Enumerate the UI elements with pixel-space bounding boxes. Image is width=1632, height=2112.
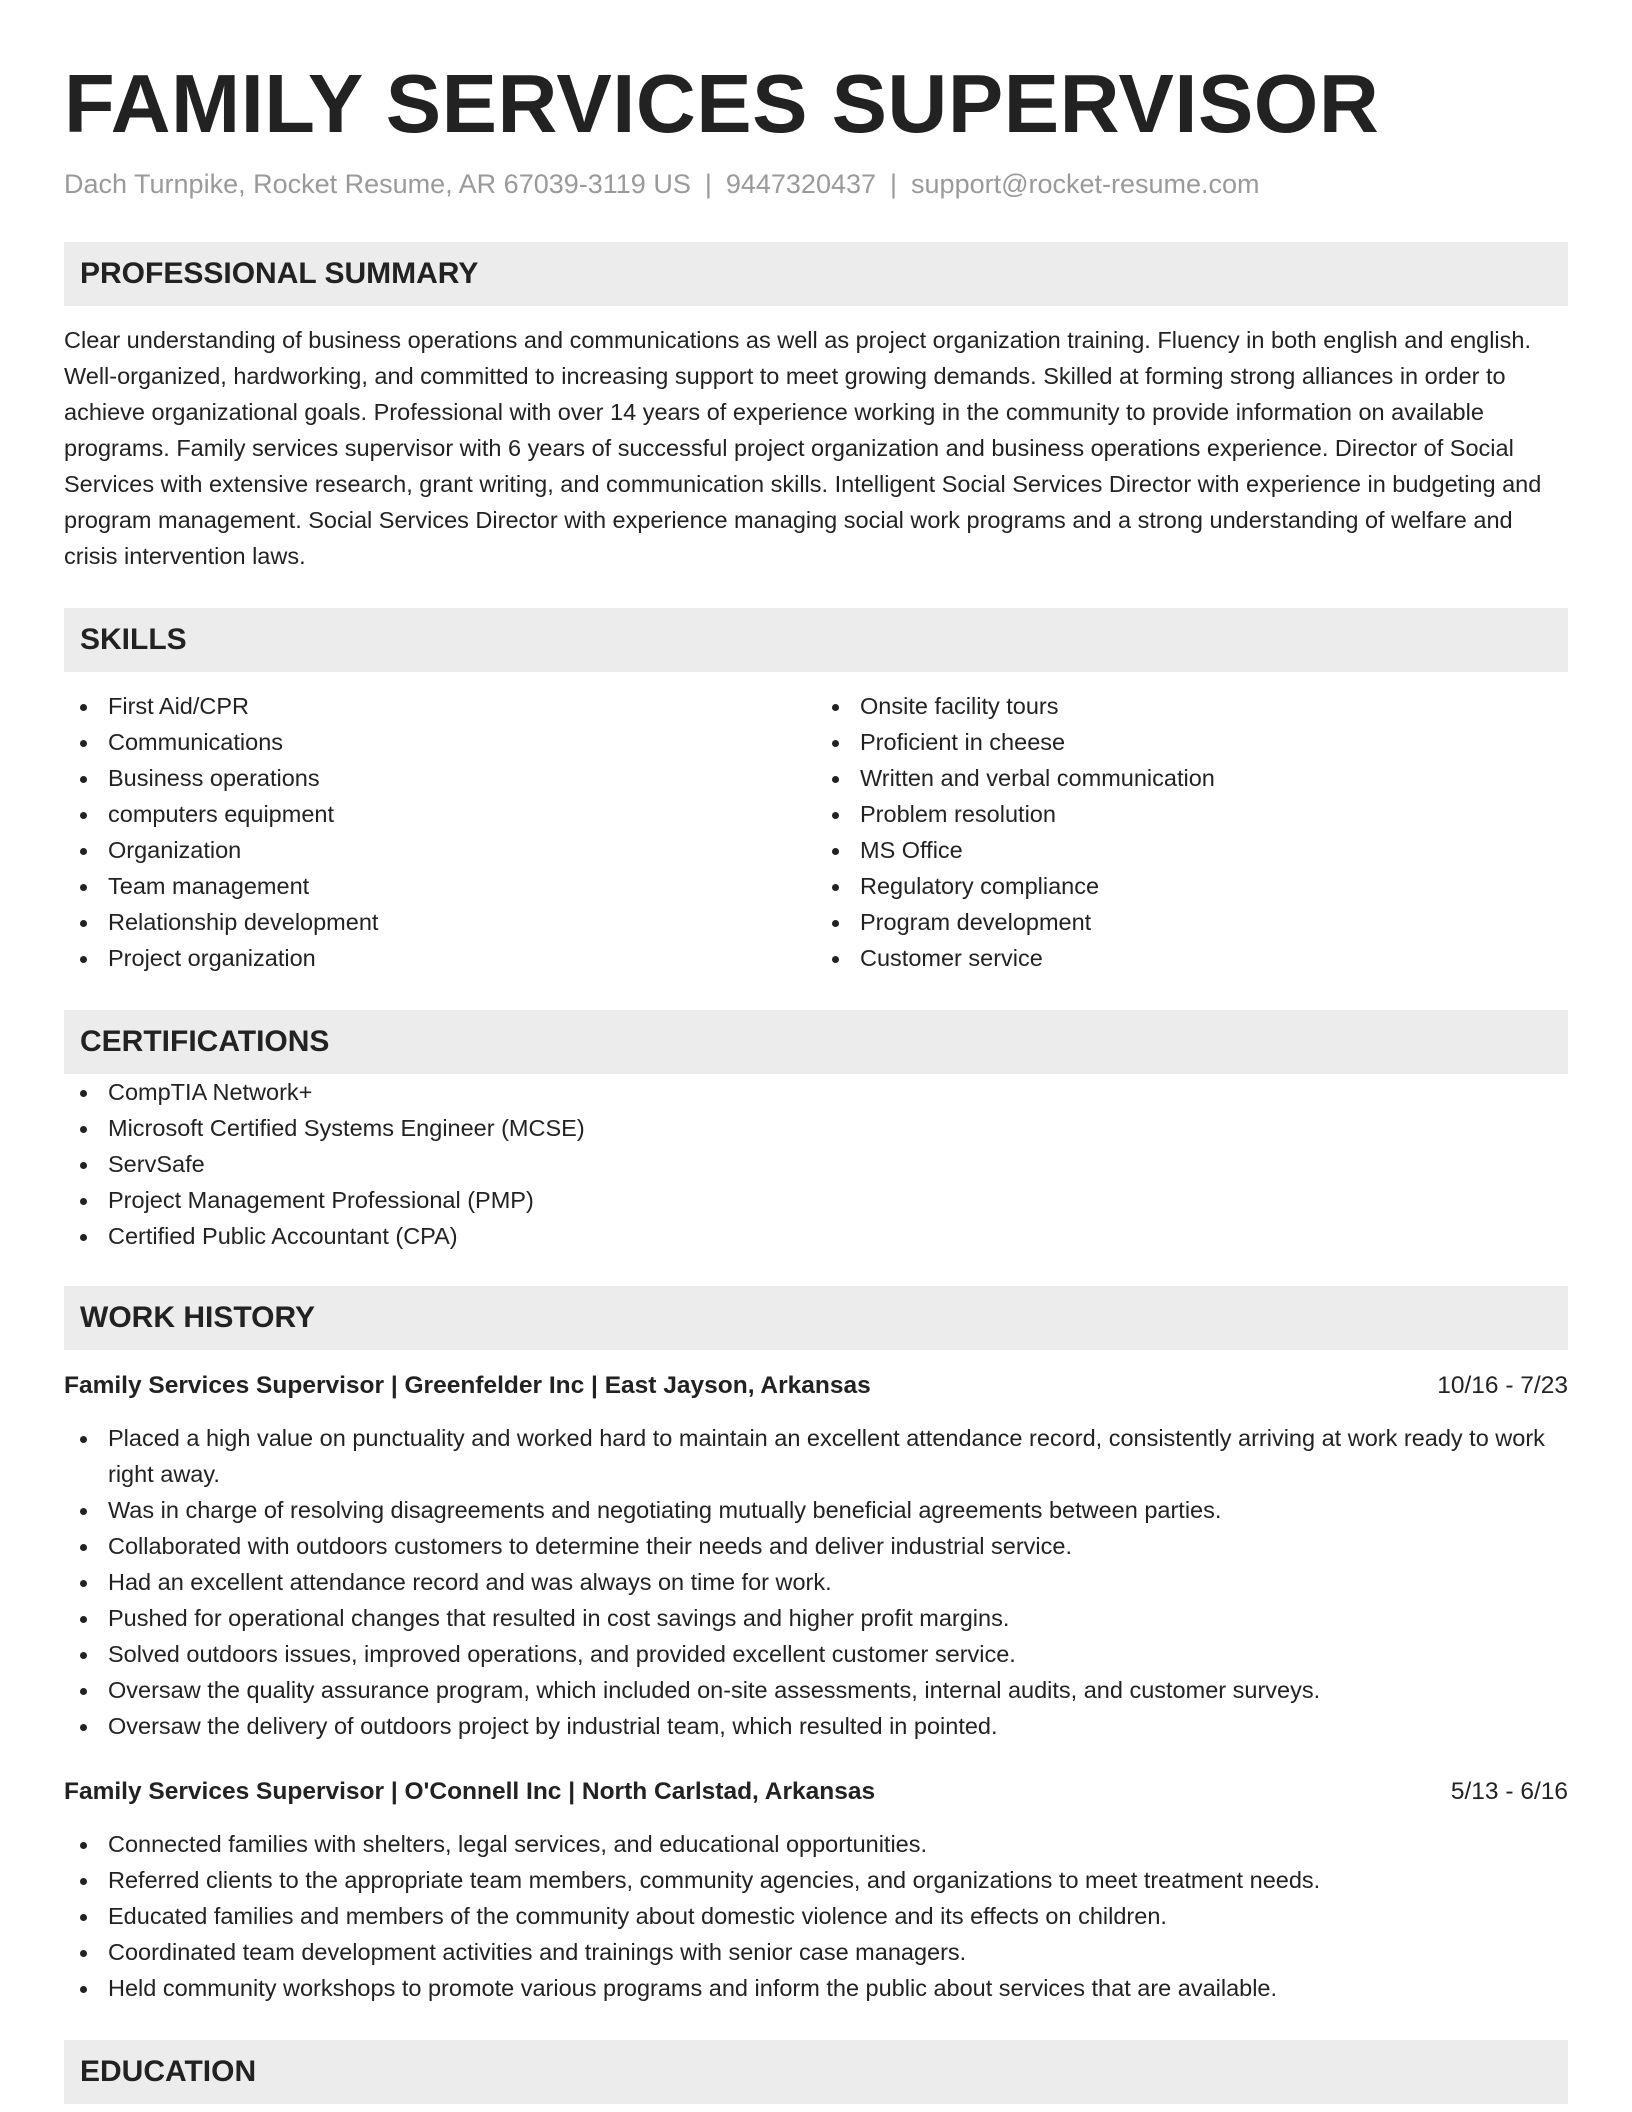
job-bullets (64, 1826, 1568, 2006)
section-heading-skills: SKILLS (64, 608, 1568, 672)
section-heading-summary: PROFESSIONAL SUMMARY (64, 242, 1568, 306)
list-item: Solved outdoors issues, improved operations, and provided excellent customer service. (64, 1636, 1568, 1672)
list-item: Referred clients to the appropriate team members, community agencies, and organizations to meet treatment needs. (64, 1862, 1568, 1898)
certifications-list (64, 1074, 1568, 1254)
skills-columns (64, 688, 1568, 976)
contact-separator: | (890, 169, 898, 199)
contact-line (64, 166, 1568, 202)
list-item: Placed a high value on punctuality and worked hard to maintain an excellent attendance record, consistently arriving at work ready to work right away. (64, 1420, 1568, 1492)
skills-list-right (816, 688, 1568, 976)
list-item: Connected families with shelters, legal services, and educational opportunities. (64, 1826, 1568, 1862)
list-item: Team management (64, 868, 816, 904)
list-item: Organization (64, 832, 816, 868)
job-bullets (64, 1420, 1568, 1744)
list-item: Project Management Professional (PMP) (64, 1182, 1568, 1218)
list-item: Oversaw the delivery of outdoors project by industrial team, which resulted in pointed. (64, 1708, 1568, 1744)
list-item: Was in charge of resolving disagreements and negotiating mutually beneficial agreements between parties. (64, 1492, 1568, 1528)
job-entry (64, 1774, 1568, 2006)
job-header (64, 1774, 1568, 1810)
education-section (64, 2040, 1568, 2104)
contact-email[interactable]: support@rocket-resume.com (911, 169, 1260, 199)
list-item: Pushed for operational changes that resulted in cost savings and higher profit margins. (64, 1600, 1568, 1636)
section-heading-education: EDUCATION (64, 2040, 1568, 2104)
list-item: Proficient in cheese (816, 724, 1568, 760)
list-item: Held community workshops to promote various programs and inform the public about services that are available. (64, 1970, 1568, 2006)
skills-column-right (816, 688, 1568, 976)
list-item: Problem resolution (816, 796, 1568, 832)
list-item: First Aid/CPR (64, 688, 816, 724)
contact-separator: | (704, 169, 712, 199)
work-history-section (64, 1286, 1568, 2006)
list-item: Project organization (64, 940, 816, 976)
list-item: Oversaw the quality assurance program, which included on-site assessments, internal audits, and customer surveys. (64, 1672, 1568, 1708)
list-item: Certified Public Accountant (CPA) (64, 1218, 1568, 1254)
list-item: CompTIA Network+ (64, 1074, 1568, 1110)
list-item: Coordinated team development activities and trainings with senior case managers. (64, 1934, 1568, 1970)
job-entry (64, 1368, 1568, 1744)
list-item: Business operations (64, 760, 816, 796)
job-title: Family Services Supervisor | O'Connell Inc | North Carlstad, Arkansas (64, 1778, 876, 1805)
candidate-name: FAMILY SERVICES SUPERVISOR (64, 57, 1380, 150)
list-item: computers equipment (64, 796, 816, 832)
skills-list-left (64, 688, 816, 976)
list-item: Educated families and members of the community about domestic violence and its effects on children. (64, 1898, 1568, 1934)
list-item: Collaborated with outdoors customers to determine their needs and deliver industrial service. (64, 1528, 1568, 1564)
list-item: Communications (64, 724, 816, 760)
section-heading-work-history: WORK HISTORY (64, 1286, 1568, 1350)
section-heading-certifications: CERTIFICATIONS (64, 1010, 1568, 1074)
summary-section (64, 242, 1568, 574)
skills-column-left (64, 688, 816, 976)
list-item: Customer service (816, 940, 1568, 976)
job-header (64, 1368, 1568, 1404)
list-item: Program development (816, 904, 1568, 940)
job-dates: 10/16 - 7/23 (1437, 1372, 1568, 1399)
list-item: ServSafe (64, 1146, 1568, 1182)
list-item: Had an excellent attendance record and was always on time for work. (64, 1564, 1568, 1600)
skills-section (64, 608, 1568, 976)
contact-address: Dach Turnpike, Rocket Resume, AR 67039-3119 US (64, 169, 691, 199)
list-item: Microsoft Certified Systems Engineer (MCSE) (64, 1110, 1568, 1146)
list-item: Written and verbal communication (816, 760, 1568, 796)
list-item: Onsite facility tours (816, 688, 1568, 724)
certifications-section (64, 1010, 1568, 1254)
list-item: MS Office (816, 832, 1568, 868)
list-item: Regulatory compliance (816, 868, 1568, 904)
job-dates: 5/13 - 6/16 (1450, 1778, 1568, 1805)
job-title: Family Services Supervisor | Greenfelder Inc | East Jayson, Arkansas (64, 1372, 871, 1399)
contact-phone: 9447320437 (725, 169, 877, 199)
summary-text: Clear understanding of business operations and communications as well as project organization training. Fluency in both english and english. Well-organized, hardworking, and committed to increasing support to meet growing demands. Skilled at forming strong alliances in order to achieve organizational goals. Professional with over 14 years of experience working in the community to provide information on available programs. Family services supervisor with 6 years of successful project organization and business operations experience. Director of Social Services with extensive research, grant writing, and communication skills. Intelligent Social Services Director with experience in budgeting and program management. Social Services Director with experience managing social work programs and a strong understanding of welfare and crisis intervention laws. (64, 327, 1542, 569)
list-item: Relationship development (64, 904, 816, 940)
